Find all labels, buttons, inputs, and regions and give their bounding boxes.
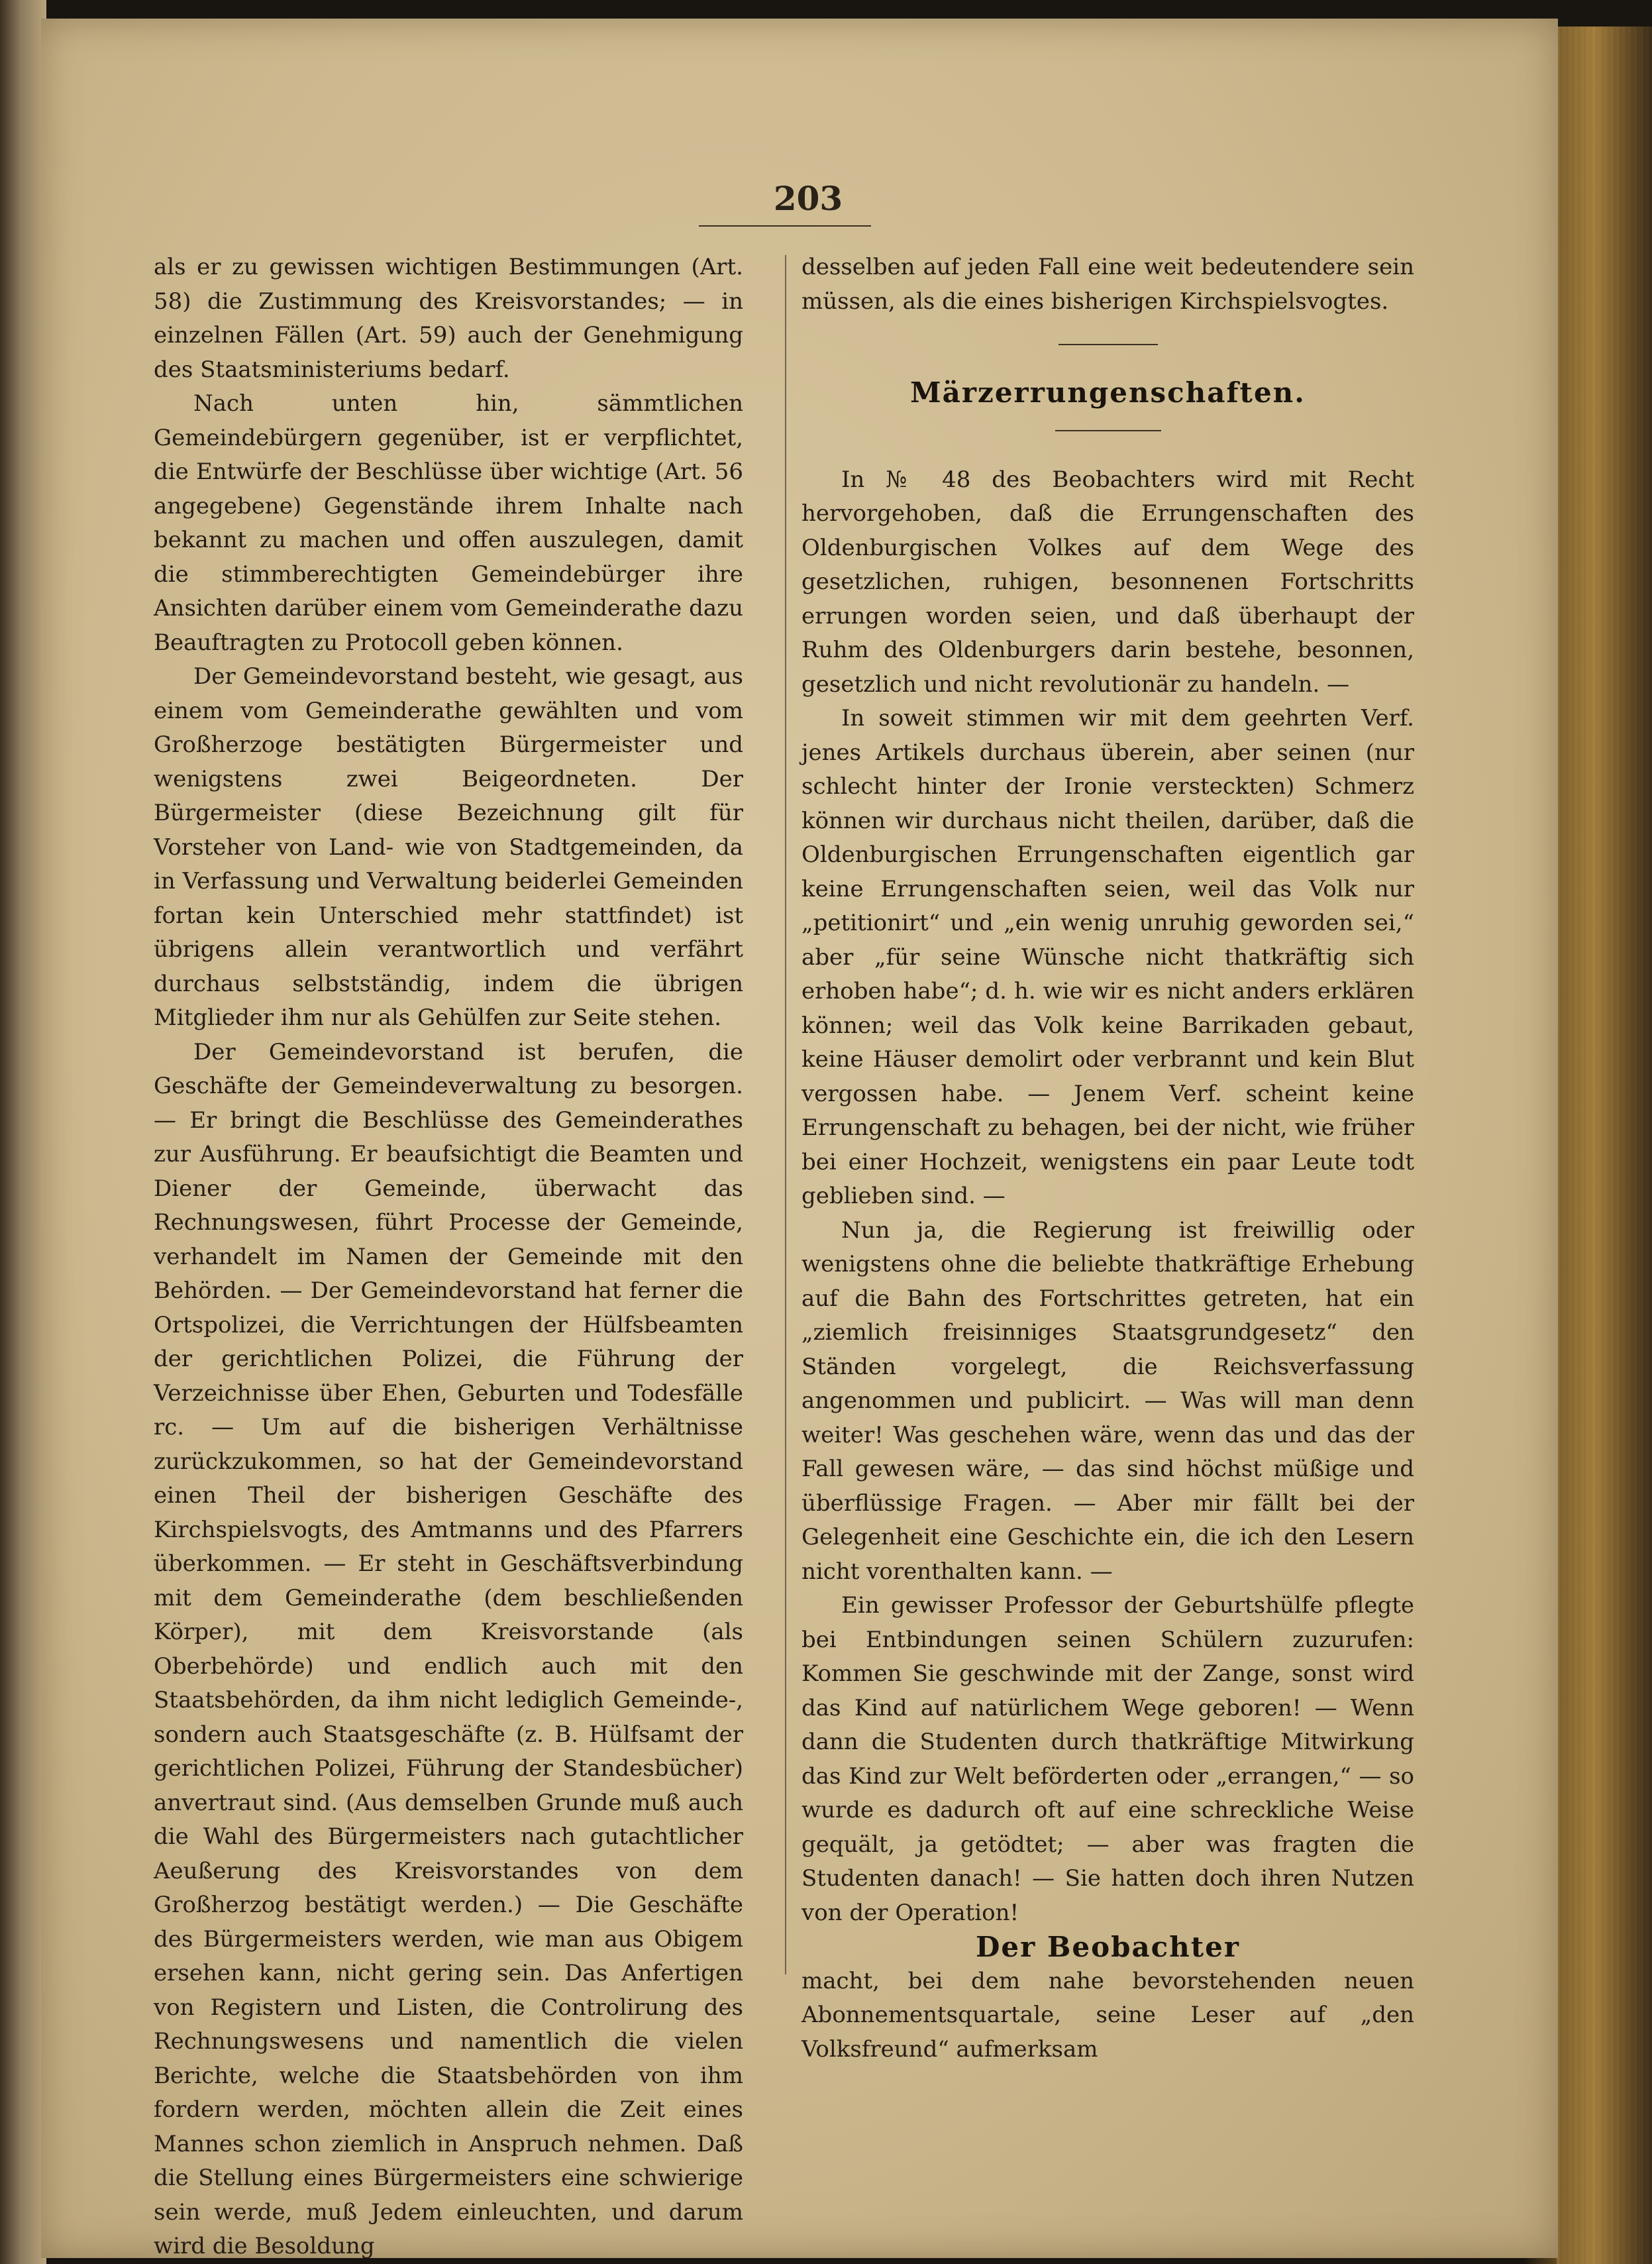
continuation-paragraph: desselben auf jeden Fall eine weit bedeutendere sein müssen, als die eines bisherigen Kirchspielsvogtes. [801,254,1414,315]
article-heading-der-beobachter: Der Beobachter [975,1931,1241,1963]
heading-rule [1055,430,1161,431]
column-divider [785,255,786,1974]
left-column [154,250,743,2264]
left-paragraph-1: als er zu gewissen wichtigen Bestimmungen (Art. 58) die Zustimmung des Kreisvorstandes; — in einzelnen Fällen (Art. 59) auch der Genehmigung des Staatsministeriums bedarf. [154,254,743,383]
article1-paragraph-4: Ein gewisser Professor der Geburtshülfe pflegte bei Entbindungen seinen Schülern zuzurufen: Kommen Sie geschwinde mit der Zange, sonst wird das Kind auf natürlichem Wege geboren! — Wenn dann die Studenten durch thatkräftige Mitwirkung das Kind zur Welt beförderten oder „errangen,“ — so wurde es dadurch oft auf eine schreckliche Weise gequält, ja getödtet; — aber was fragten die Studenten danach! — Sie hatten doch ihren Nutzen von der Operation! [801,1592,1414,1926]
article2-paragraph-1: macht, bei dem nahe bevorstehenden neuen Abonnementsquartale, seine Leser auf „den Volksfreund“ aufmerksam [801,1967,1414,2063]
article1-paragraph-3: Nun ja, die Regierung ist freiwillig oder wenigstens ohne die beliebte thatkräftige Erhebung auf die Bahn des Fortschrittes getreten, hat ein „ziemlich freisinniges Staatsgrundgesetz“ den Ständen vorgelegt, die Reichsverfassung angenommen und publicirt. — Was will man denn weiter! Was geschehen wäre, wenn das und das der Fall gewesen wäre, — das sind höchst müßige und überflüssige Fragen. — Aber mir fällt bei der Gelegenheit eine Geschichte ein, die ich den Lesern nicht vorenthalten kann. — [801,1216,1414,1585]
article1-paragraph-1: In № 48 des Beobachters wird mit Recht hervorgehoben, daß die Errungenschaften des Oldenburgischen Volkes auf dem Wege des gesetzlichen, ruhigen, besonnenen Fortschritts errungen worden seien, und daß überhaupt der Ruhm des Oldenburgers darin bestehe, besonnen, gesetzlich und nicht revolutionär zu handeln. — [801,466,1414,698]
left-paragraph-4: Der Gemeindevorstand ist berufen, die Geschäfte der Gemeindeverwaltung zu besorgen. — Er bringt die Beschlüsse des Gemeinderathes zur Ausführung. Er beaufsichtigt die Beamten und Diener der Gemeinde, überwacht das Rechnungswesen, führt Processe der Gemeinde, verhandelt im Namen der Gemeinde mit den Behörden. — Der Gemeindevorstand hat ferner die Ortspolizei, die Verrichtungen der Hülfsbeamten der gerichtlichen Polizei, die Führung der Verzeichnisse über Ehen, Geburten und Todesfälle rc. — Um auf die bisherigen Verhältnisse zurückzukommen, so hat der Gemeindevorstand einen Theil der bisherigen Geschäfte des Kirchspielsvogts, des Amtmanns und des Pfarrers überkommen. — Er steht in Geschäftsverbindung mit dem Gemeinderathe (dem beschließenden Körper), mit dem Kreisvorstande (als Oberbehörde) und endlich auch mit den Staatsbehörden, da ihm nicht lediglich Gemeinde-, sondern auch Staatsgeschäfte (z. B. Hülfsamt der gerichtlichen Polizei, Führung der Standesbücher) anvertraut sind. (Aus demselben Grunde muß auch die Wahl des Bürgermeisters nach gutachtlicher Aeußerung des Kreisvorstandes von dem Großherzog bestätigt werden.) — Die Geschäfte des Bürgermeisters werden, wie man aus Obigem ersehen kann, nicht gering sein. Das Anfertigen von Registern und Listen, die Controlirung des Rechnungswesens und namentlich die vielen Berichte, welche die Staatsbehörden von ihm fordern werden, möchten allein die Zeit eines Mannes schon ziemlich in Anspruch nehmen. Daß die Stellung eines Bürgermeisters eine schwierige sein werde, muß Jedem einleuchten, und darum wird die Besoldung [154,1038,743,2259]
page-number-rule [699,225,871,227]
left-paragraph-2: Nach unten hin, sämmtlichen Gemeindebürgern gegenüber, ist er verpflichtet, die Entwürfe der Beschlüsse über wichtige (Art. 56 angegebene) Gegenstände ihrem Inhalte nach bekannt zu machen und offen auszulegen, damit die stimmberechtigten Gemeindebürger ihre Ansichten darüber einem vom Gemeinderathe dazu Beauftragten zu Protocoll geben können. [154,390,743,656]
facing-page-edge [0,0,46,2264]
left-paragraph-3: Der Gemeindevorstand besteht, wie gesagt, aus einem vom Gemeinderathe gewählten und vom Großherzoge bestätigten Bürgermeister und wenigstens zwei Beigeordneten. Der Bürgermeister (diese Bezeichnung gilt für Vorsteher von Land- wie von Stadtgemeinden, da in Verfassung und Verwaltung beiderlei Gemeinden fortan kein Unterschied mehr stattfindet) ist übrigens allein verantwortlich und verfährt durchaus selbstständig, indem die übrigen Mitglieder ihm nur als Gehülfen zur Seite stehen. [154,663,743,1031]
section-rule [1058,344,1158,345]
article-heading-maerzerrungenschaften: Märzerrungenschaften. [910,376,1306,409]
page-number: 203 [773,179,843,218]
right-column [801,250,1414,2067]
article1-paragraph-2: In soweit stimmen wir mit dem geehrten Verf. jenes Artikels durchaus überein, aber seinen (nur schlecht hinter der Ironie versteckten) Schmerz können wir durchaus nicht theilen, darüber, daß die Oldenburgischen Errungenschaften eigentlich gar keine Errungenschaften seien, weil das Volk nur „petitionirt“ und „ein wenig unruhig geworden sei,“ aber „für seine Wünsche nicht thatkräftig sich erhoben habe“; d. h. wie wir es nicht anders erklären können; weil das Volk keine Barrikaden gebaut, keine Häuser demolirt oder verbrannt und kein Blut vergossen habe. — Jenem Verf. scheint keine Errungenschaft zu behagen, bei der nicht, wie früher bei einer Hochzeit, wenigstens ein paar Leute todt geblieben sind. — [801,705,1414,1209]
